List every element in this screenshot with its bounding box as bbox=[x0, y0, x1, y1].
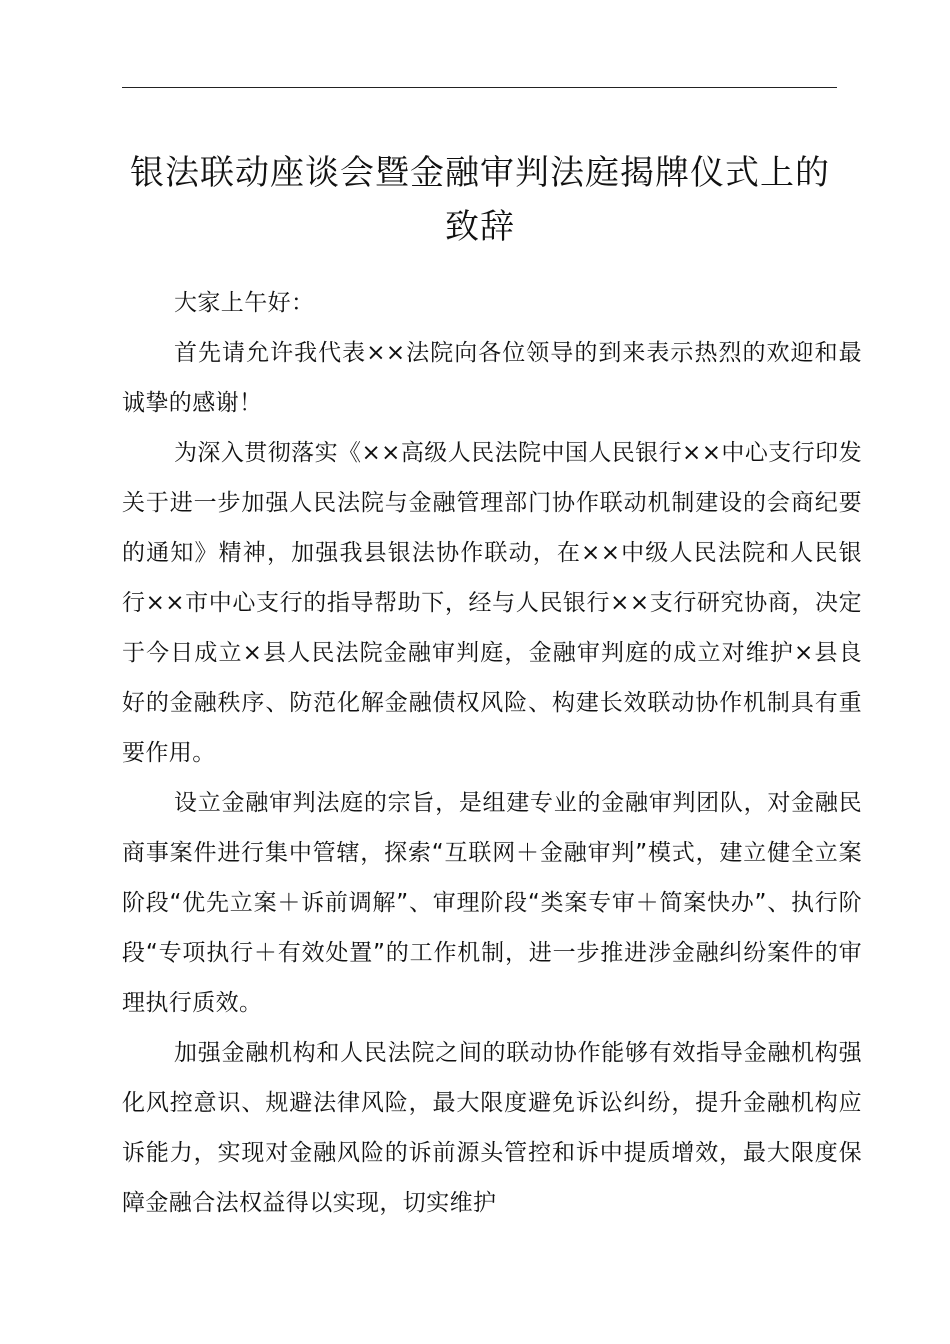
paragraph-cooperation: 加强金融机构和人民法院之间的联动协作能够有效指导金融机构强化风控意识、规避法律风险，最大限度避免诉讼纠纷，提升金融机构应诉能力，实现对金融风险的诉前源头管控和诉中提质增效，最大限度保障金融合法权益得以实现，切实维护 bbox=[122, 1040, 862, 1216]
title-line-2: 致辞 bbox=[445, 207, 515, 247]
paragraph-purpose: 设立金融审判法庭的宗旨，是组建专业的金融审判团队，对金融民商事案件进行集中管辖，探索“互联网＋金融审判”模式，建立健全立案阶段“优先立案＋诉前调解”、审理阶段“类案专审＋简案快办”、执行阶段“专项执行＋有效处置”的工作机制，进一步推进涉金融纠纷案件的审理执行质效。 bbox=[122, 790, 862, 1016]
document-body bbox=[122, 278, 862, 1228]
paragraph-background: 为深入贯彻落实《××高级人民法院中国人民银行××中心支行印发关于进一步加强人民法院与金融管理部门协作联动机制建设的会商纪要的通知》精神，加强我县银法协作联动，在××中级人民法院和人民银行××市中心支行的指导帮助下，经与人民银行××支行研究协商，决定于今日成立×县人民法院金融审判庭，金融审判庭的成立对维护×县良好的金融秩序、防范化解金融债权风险、构建长效联动协作机制具有重要作用。 bbox=[122, 440, 862, 766]
title-line-1: 银法联动座谈会暨金融审判法庭揭牌仪式上的 bbox=[130, 153, 830, 193]
header-rule bbox=[122, 87, 837, 88]
paragraph-greeting: 大家上午好： bbox=[174, 290, 315, 316]
paragraph-welcome: 首先请允许我代表××法院向各位领导的到来表示热烈的欢迎和最诚挚的感谢！ bbox=[122, 340, 862, 416]
document-title bbox=[110, 146, 850, 254]
